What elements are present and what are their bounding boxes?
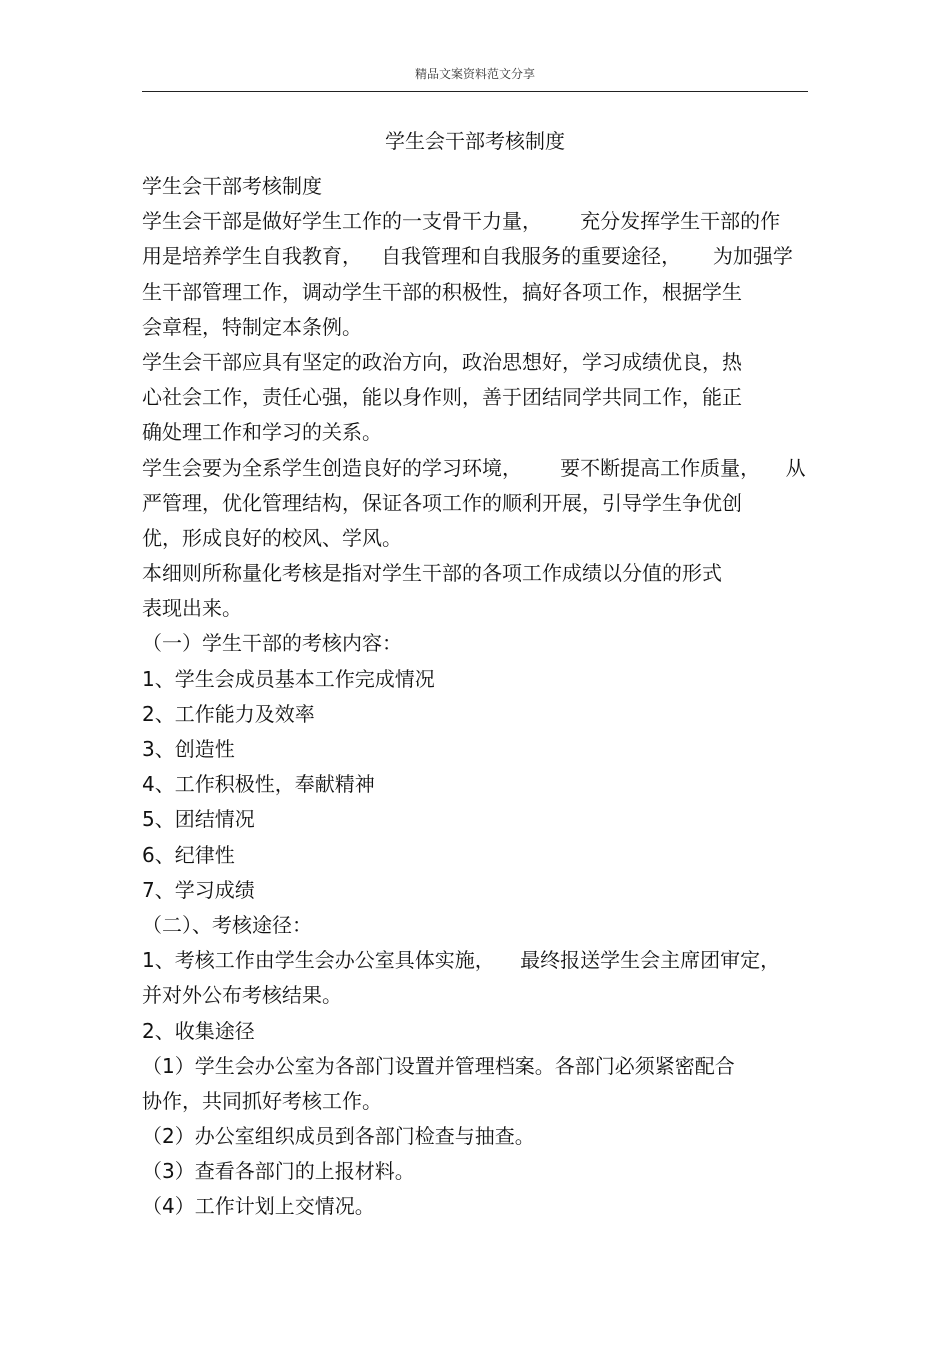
body-line: 确处理工作和学习的关系。 (142, 420, 382, 445)
list-item: 5、团结情况 (142, 807, 255, 832)
section-heading: （一）学生干部的考核内容： (142, 631, 402, 656)
page-header: 精品文案资料范文分享 (414, 67, 535, 81)
body-line: 并对外公布考核结果。 (142, 983, 342, 1008)
list-item: 7、学习成绩 (142, 877, 255, 902)
body-line: 学生会干部是做好学生工作的一支骨干力量， 充分发挥学生干部的作 (142, 209, 781, 234)
body-line: 严管理，优化管理结构，保证各项工作的顺利开展，引导学生争优创 (142, 490, 742, 515)
list-item: 3、创造性 (142, 737, 235, 761)
list-item: 2、收集途径 (142, 1018, 255, 1043)
body-line: 会章程，特制定本条例。 (142, 314, 362, 339)
body-line: 学生会干部考核制度 (142, 174, 322, 198)
body-line: 学生会要为全系学生创造良好的学习环境， 要不断提高工作质量， 从 (142, 455, 806, 480)
list-item: 4、工作积极性，奉献精神 (142, 772, 375, 797)
header-divider (142, 91, 808, 92)
list-item: （4）工作计划上交情况。 (142, 1194, 375, 1219)
body-line: 协作，共同抓好考核工作。 (142, 1088, 382, 1113)
list-item: 1、学生会成员基本工作完成情况 (142, 666, 435, 691)
body-line: 1、考核工作由学生会办公室具体实施， 最终报送学生会主席团审定， (142, 948, 781, 973)
list-item: （3）查看各部门的上报材料。 (142, 1159, 415, 1184)
body-line: 生干部管理工作，调动学生干部的积极性，搞好各项工作，根据学生 (142, 279, 742, 304)
list-item: （2）办公室组织成员到各部门检查与抽查。 (142, 1124, 535, 1149)
document-title: 学生会干部考核制度 (385, 129, 565, 153)
body-line: 学生会干部应具有坚定的政治方向，政治思想好，学习成绩优良，热 (142, 349, 742, 374)
list-item: 6、纪律性 (142, 842, 235, 867)
body-line: 心社会工作，责任心强，能以身作则，善于团结同学共同工作，能正 (142, 385, 742, 410)
section-heading: （二）、考核途径： (142, 912, 312, 937)
body-line: 本细则所称量化考核是指对学生干部的各项工作成绩以分值的形式 (142, 561, 722, 586)
body-line: 表现出来。 (142, 596, 242, 621)
body-line: 用是培养学生自我教育， 自我管理和自我服务的重要途径， 为加强学 (142, 244, 793, 269)
list-item: 2、工作能力及效率 (142, 701, 315, 726)
body-line: 优，形成良好的校风、学风。 (142, 525, 402, 550)
list-item: （1）学生会办公室为各部门设置并管理档案。各部门必须紧密配合 (142, 1053, 735, 1078)
document-body (142, 169, 812, 1225)
